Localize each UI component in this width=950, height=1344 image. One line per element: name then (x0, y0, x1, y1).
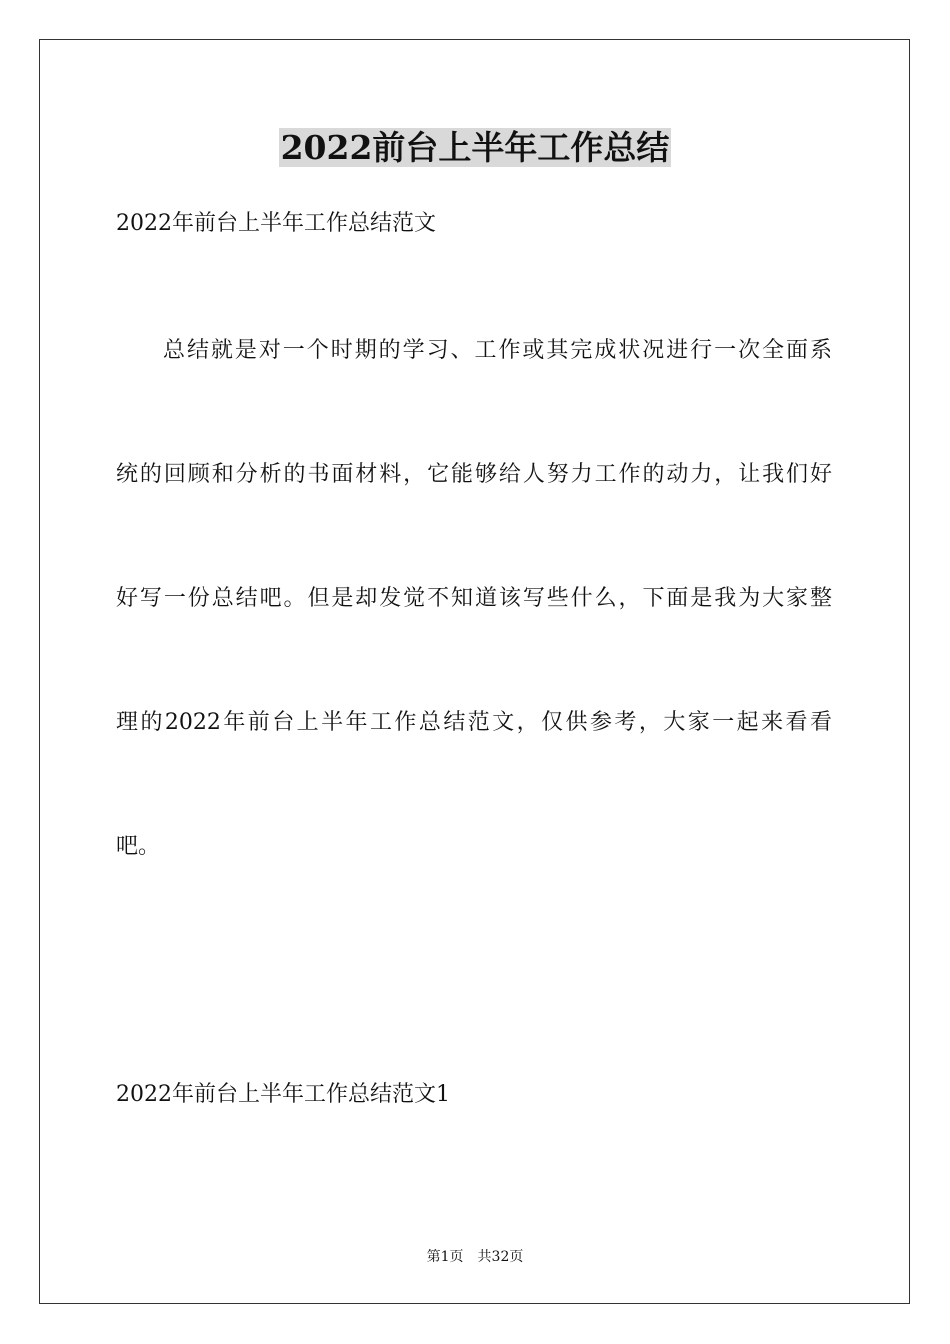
intro-line-5: 吧。 (116, 834, 161, 859)
document-title (0, 126, 950, 170)
intro-line-4: 理的2022年前台上半年工作总结范文，仅供参考，大家一起来看看 (116, 710, 832, 735)
intro-line-3: 好写一份总结吧。但是却发觉不知道该写些什么，下面是我为大家整 (116, 586, 832, 611)
page-total: 共32页 (477, 1249, 524, 1265)
page-footer (0, 1247, 950, 1267)
intro-line-2: 统的回顾和分析的书面材料，它能够给人努力工作的动力，让我们好 (116, 462, 832, 487)
page-number: 第1页 (426, 1249, 464, 1265)
document-title-text: 2022前台上半年工作总结 (280, 128, 670, 167)
section-heading: 2022年前台上半年工作总结范文1 (116, 1082, 450, 1107)
document-subtitle: 2022年前台上半年工作总结范文 (116, 211, 436, 236)
intro-line-1: 总结就是对一个时期的学习、工作或其完成状况进行一次全面系 (163, 338, 832, 363)
